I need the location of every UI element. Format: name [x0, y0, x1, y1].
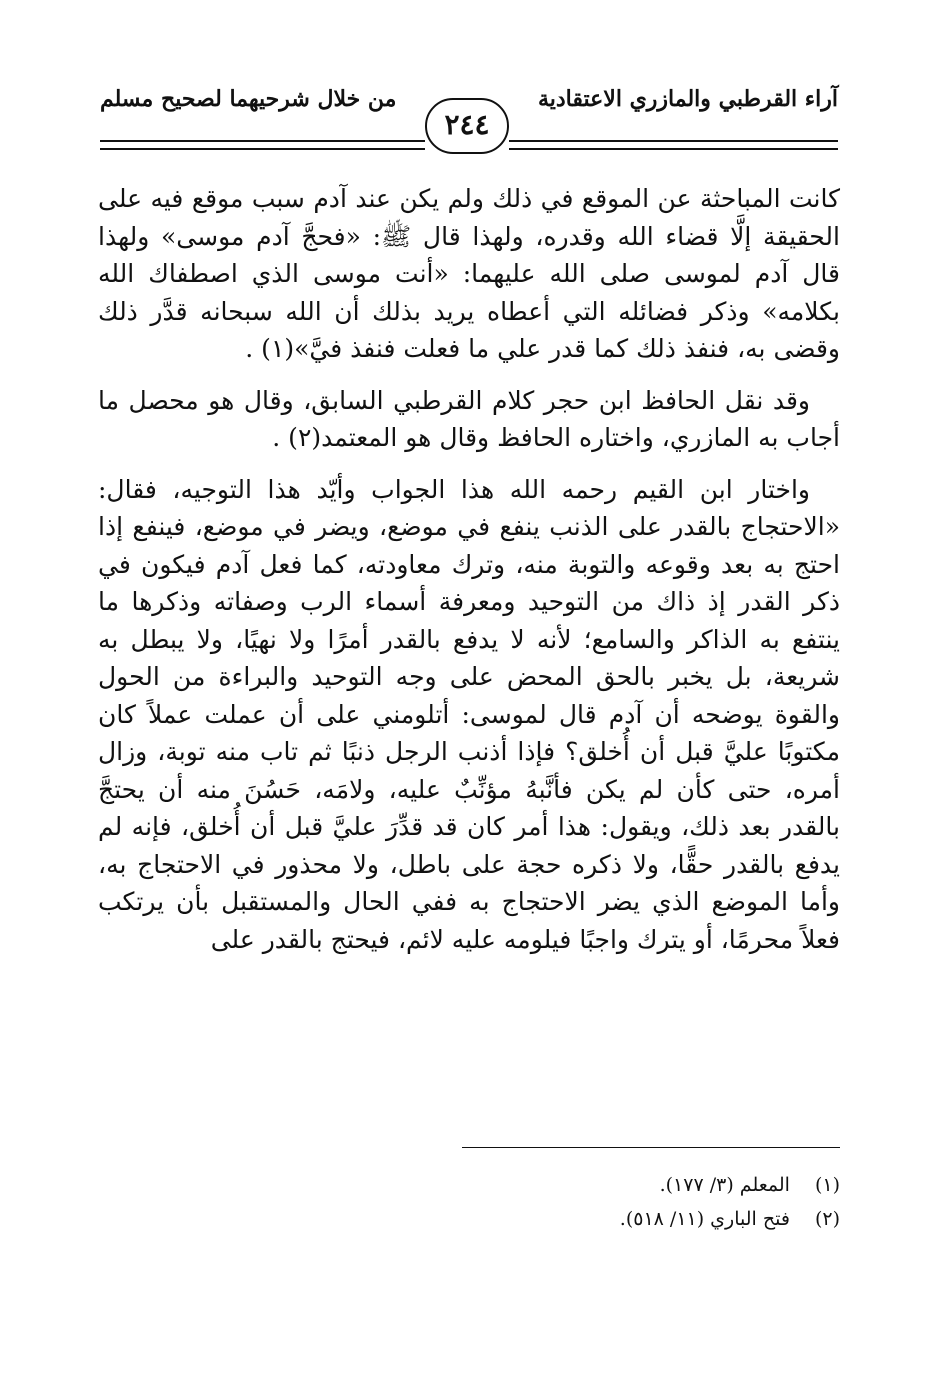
footnotes: [340, 1168, 840, 1236]
paragraph: واختار ابن القيم رحمه الله هذا الجواب وأيّد هذا التوجيه، فقال: «الاحتجاج بالقدر على الذنب ينفع في موضع، ويضر في موضع، فينفع إذا احتج به بعد وقوعه والتوبة منه، وترك معاودته، كما فعل آدم فيكون في ذكر القدر إذ ذاك من التوحيد ومعرفة أسماء الرب وصفاته وذكرها ما ينتفع به الذاكر والسامع؛ لأنه لا يدفع بالقدر أمرًا ولا نهيًا، ولا يبطل به شريعة، بل يخبر بالحق المحض على وجه التوحيد والبراءة من الحول والقوة يوضحه أن آدم قال لموسى: أتلومني على أن عملت عملاً كان مكتوبًا عليَّ قبل أن أُخلق؟ فإذا أذنب الرجل ذنبًا ثم تاب منه توبة، وزال أمره، حتى كأن لم يكن فأنَّبهُ مؤنِّبٌ عليه، ولامَه، حَسُنَ منه أن يحتجَّ بالقدر بعد ذلك، ويقول: هذا أمر كان قد قدِّرَ عليَّ قبل أن أُخلق، فإنه لم يدفع بالقدر حقًّا، ولا ذكره حجة على باطل، ولا محذور في الاحتجاج به، وأما الموضع الذي يضر الاحتجاج به ففي الحال والمستقبل بأن يرتكب فعلاً محرمًا، أو يترك واجبًا فيلومه عليه لائم، فيحتج بالقدر على: [98, 474, 840, 954]
header-rule-right-top: [509, 140, 838, 142]
footnote-text: فتح الباري (١١/ ٥١٨).: [619, 1208, 790, 1230]
paragraph: كانت المباحثة عن الموقع في ذلك ولم يكن عند آدم سبب موقع فيه على الحقيقة إلَّا قضاء الله وقدره، ولهذا قال ﷺ: «فحجَّ آدم موسى» ولهذا قال آدم لموسى صلى الله عليهما: «أنت موسى الذي اصطفاك الله بكلامه» وذكر فضائله التي أعطاه يريد بذلك أن الله سبحانه قدَّر ذلك وقضى به، فنفذ ذلك كما قدر علي ما فعلت فنفذ فيَّ»(١) .: [98, 184, 840, 363]
header-rule-left-top: [100, 140, 425, 142]
header-rule-right-bottom: [509, 148, 838, 150]
main-text: [98, 180, 840, 972]
header-rule-left-bottom: [100, 148, 425, 150]
paragraph: وقد نقل الحافظ ابن حجر كلام القرطبي السابق، وقال هو محصل ما أجاب به المازري، واختاره الحافظ وقال هو المعتمد(٢) .: [98, 385, 840, 452]
footnote-number: (١): [814, 1174, 840, 1196]
footnote-separator: [462, 1147, 840, 1148]
footnote-number: (٢): [814, 1208, 840, 1230]
running-title-left: من خلال شرحيهما لصحيح مسلم: [100, 86, 397, 112]
footnote-text: المعلم (٣/ ١٧٧).: [659, 1174, 790, 1196]
running-title-right: آراء القرطبي والمازري الاعتقادية: [537, 86, 838, 112]
page-header: [100, 78, 838, 158]
footnote-item: [340, 1202, 840, 1236]
page-number: ٢٤٤: [425, 98, 509, 154]
footnote-item: [340, 1168, 840, 1202]
